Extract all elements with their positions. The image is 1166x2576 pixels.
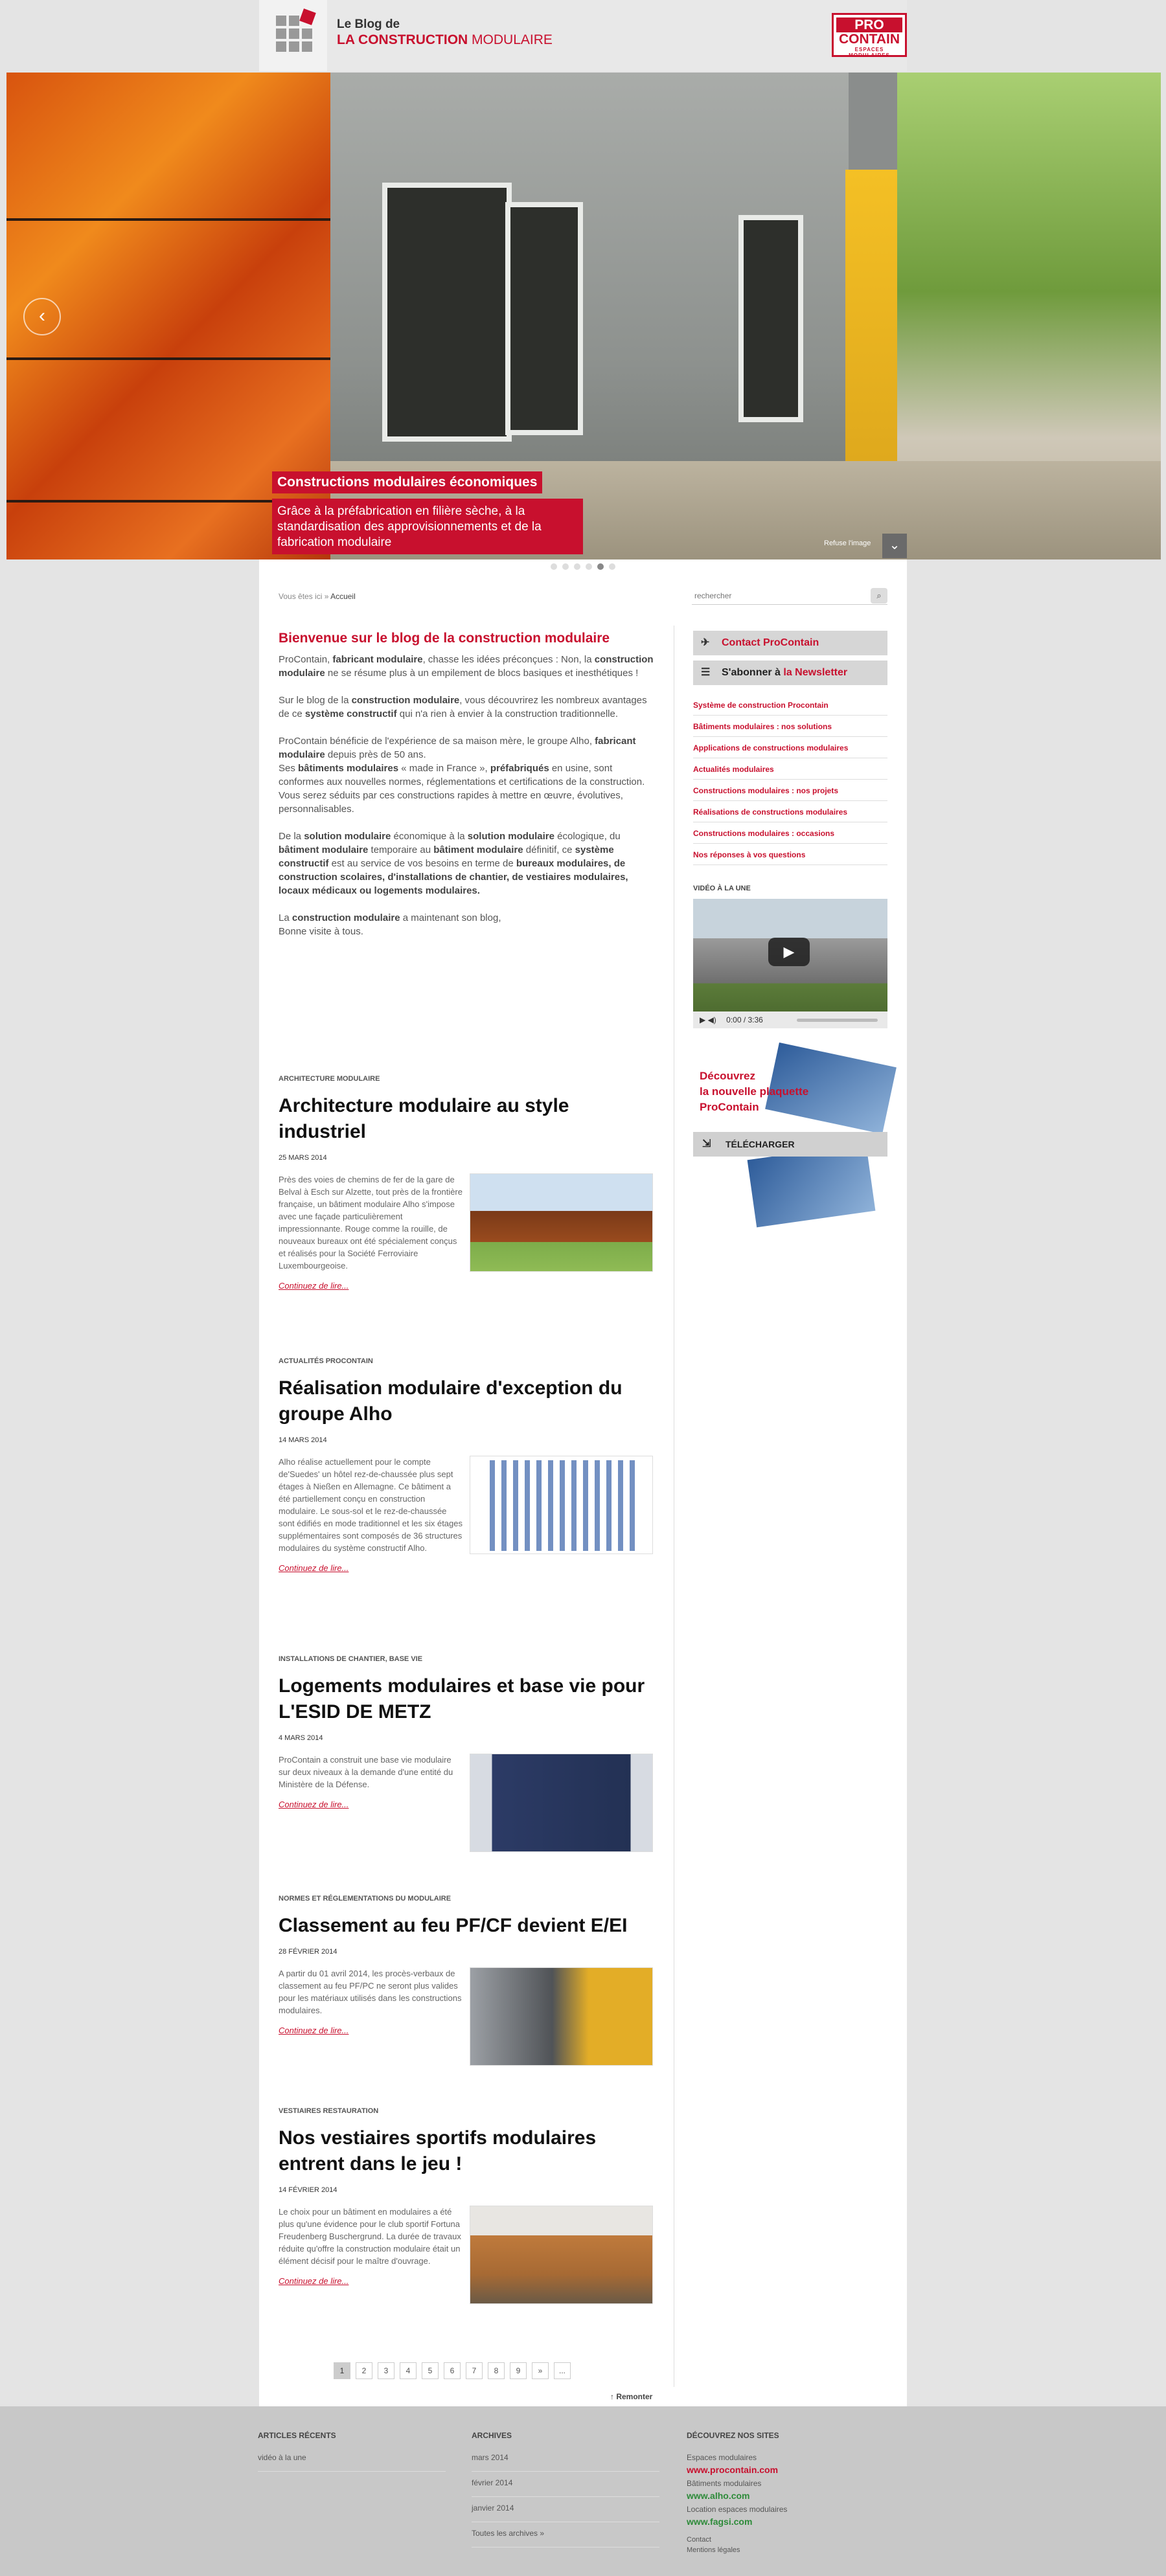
hero-caption: Constructions modulaires économiques Grâce à la préfabrication en filière sèche, à la standardisation des approvisionnements et de la fabrication modulaire [272, 471, 583, 554]
read-more-link[interactable]: Continuez de lire... [279, 1800, 349, 1809]
slider-dot-active[interactable] [597, 563, 604, 570]
page-1[interactable]: 1 [334, 2362, 350, 2379]
footer-archive-all[interactable]: Toutes les archives » [472, 2529, 659, 2548]
footer-recent-item[interactable]: vidéo à la une [258, 2453, 446, 2472]
page-4[interactable]: 4 [400, 2362, 417, 2379]
sidebar-item-realisations[interactable]: Réalisations de constructions modulaires [693, 801, 887, 822]
page-5[interactable]: 5 [422, 2362, 439, 2379]
post-category[interactable]: VESTIAIRES RESTAURATION [279, 2107, 379, 2115]
site-header [259, 0, 907, 71]
footer-legal-link[interactable]: Mentions légales [687, 2546, 740, 2554]
sidebar-item-actualites[interactable]: Actualités modulaires [693, 758, 887, 780]
intro-text: ProContain, fabricant modulaire, chasse les idées préconçues : Non, la construction modulaire ne se résume plus à un empilement de blocs basiques et inesthétiques ! Sur le blog de la construction modulaire, vous découvrirez les nombreux avantages de ce système constructif qui n'a rien à envier à la construction traditionnelle. ProContain bénéficie de l'expérience de sa maison mère, le groupe Alho, fabricant modulaire depuis près de 50 ans. Ses bâtiments modulaires « made in France », préfabriqués en usine, sont conformes aux nouvelles normes, réglementations et certifications de la construction. Vous serez séduits par ces constructions rapides à mettre en œuvre, évolutives, personnalisables. De la solution modulaire économique à la solution modulaire écologique, du bâtiment modulaire temporaire au bâtiment modulaire définitif, ce système constructif est au service de vos besoins en terme de bureaux modulaires, de construction scolaires, d'installations de chantier, de vestiaires modulaires, locaux médicaux ou logements modulaires. La construction modulaire a maintenant son blog, Bonne visite à tous. [279, 654, 654, 937]
footer-archives-title: ARCHIVES [472, 2431, 512, 2440]
hero-slider [6, 73, 1161, 559]
footer-archives [472, 2431, 659, 2554]
hero-credit: Refuse l'image [824, 539, 871, 547]
footer-archive-item[interactable]: mars 2014 [472, 2453, 659, 2472]
blog-title[interactable]: Le Blog de LA CONSTRUCTION MODULAIRE [337, 17, 553, 47]
post-excerpt: ProContain a construit une base vie modulaire sur deux niveaux à la demande d'une entité du Ministère de la Défense. [279, 1755, 453, 1789]
paper-plane-icon: ✈ [701, 637, 710, 648]
read-more-link[interactable]: Continuez de lire... [279, 1281, 349, 1291]
brochure-text: Découvrez la nouvelle plaquette ProContain [700, 1070, 809, 1113]
search-input[interactable] [692, 588, 860, 604]
page-2[interactable]: 2 [356, 2362, 372, 2379]
sidebar-item-faq[interactable]: Nos réponses à vos questions [693, 844, 887, 865]
slider-prev-button[interactable]: ‹ [23, 298, 61, 335]
video-player[interactable] [693, 899, 887, 1028]
page-8[interactable]: 8 [488, 2362, 505, 2379]
post-thumbnail[interactable] [470, 1754, 653, 1852]
footer-sites: DÉCOUVREZ NOS SITES Espaces modulaires www.procontain.com Bâtiments modulaires www.alho.com Location espaces modulaires www.fagsi.com Contact Mentions légales [687, 2431, 881, 2555]
slider-dot[interactable] [609, 563, 615, 570]
post-date: 25 MARS 2014 [279, 1154, 327, 1162]
post-title[interactable]: Réalisation modulaire d'exception du groupe Alho [279, 1377, 623, 1425]
slider-dot[interactable] [562, 563, 569, 570]
footer-recent [258, 2431, 446, 2478]
sidebar-item-systeme[interactable]: Système de construction Procontain [693, 694, 887, 716]
sidebar-menu [693, 694, 887, 865]
sidebar [693, 631, 887, 1216]
post-2 [279, 1357, 654, 1573]
play-icon[interactable]: ▶ [768, 938, 810, 966]
post-category[interactable]: ARCHITECTURE MODULAIRE [279, 1075, 380, 1083]
sidebar-item-projets[interactable]: Constructions modulaires : nos projets [693, 780, 887, 801]
post-category[interactable]: NORMES ET RÉGLEMENTATIONS DU MODULAIRE [279, 1895, 452, 1903]
post-category[interactable]: INSTALLATIONS DE CHANTIER, BASE VIE [279, 1655, 423, 1663]
footer-site-link[interactable]: www.procontain.com [687, 2465, 779, 2475]
post-date: 14 FÉVRIER 2014 [279, 2186, 337, 2194]
page-9[interactable]: 9 [510, 2362, 527, 2379]
post-category[interactable]: ACTUALITÉS PROCONTAIN [279, 1357, 373, 1365]
site-footer [0, 2406, 1166, 2576]
sidebar-item-occasions[interactable]: Constructions modulaires : occasions [693, 822, 887, 844]
scroll-down-button[interactable]: ⌄ [882, 534, 907, 558]
site-logo[interactable] [259, 0, 327, 71]
footer-site-link[interactable]: www.fagsi.com [687, 2516, 753, 2527]
post-excerpt: Près des voies de chemins de fer de la gare de Belval à Esch sur Alzette, tout près de la frontière française, un bâtiment modulaire Alho s'impose avec une façade particulièrement impressionnante. Rouge comme la rouille, de nouveaux bureaux ont été spécialement conçus et réalisés pour la Société Ferroviaire Luxembourgeoise. [279, 1175, 463, 1271]
footer-site-link[interactable]: www.alho.com [687, 2491, 750, 2501]
video-controls[interactable] [693, 1011, 887, 1028]
search-box [692, 588, 887, 605]
footer-recent-title: ARTICLES RÉCENTS [258, 2431, 336, 2440]
footer-archive-item[interactable]: février 2014 [472, 2478, 659, 2497]
video-time: 0:00 / 3:36 [726, 1015, 763, 1024]
main-content [259, 574, 907, 2406]
slider-dot[interactable] [586, 563, 592, 570]
search-icon[interactable]: ⌕ [871, 588, 887, 604]
video-progress[interactable] [797, 1019, 878, 1022]
procontain-logo[interactable]: PRO CONTAIN ESPACES MODULAIRES [832, 13, 907, 57]
breadcrumb: Vous êtes ici » Accueil [279, 592, 356, 601]
read-more-link[interactable]: Continuez de lire... [279, 1563, 349, 1573]
post-5 [279, 2107, 654, 2286]
post-3 [279, 1655, 654, 1809]
post-date: 14 MARS 2014 [279, 1436, 327, 1444]
contact-button[interactable]: ✈ Contact ProContain [693, 631, 887, 655]
slider-dot[interactable] [574, 563, 580, 570]
post-title[interactable]: Architecture modulaire au style industriel [279, 1095, 569, 1142]
read-more-link[interactable]: Continuez de lire... [279, 2276, 349, 2286]
post-thumbnail[interactable] [470, 2206, 653, 2304]
footer-sites-title: DÉCOUVREZ NOS SITES [687, 2431, 779, 2440]
post-excerpt: A partir du 01 avril 2014, les procès-verbaux de classement au feu PF/PC ne seront plus valides pour les matériaux utilisés dans les constructions modulaires. [279, 1969, 462, 2015]
back-to-top-link[interactable]: ↑ Remonter [610, 2392, 653, 2401]
download-button[interactable]: ⇲ TÉLÉCHARGER [693, 1132, 887, 1157]
slider-dots [259, 559, 907, 574]
footer-archive-item[interactable]: janvier 2014 [472, 2503, 659, 2522]
newsletter-button[interactable]: ☰ S'abonner à la Newsletter [693, 661, 887, 685]
page-6[interactable]: 6 [444, 2362, 461, 2379]
page-next[interactable]: » [532, 2362, 549, 2379]
post-thumbnail[interactable] [470, 1173, 653, 1272]
download-icon: ⇲ [702, 1138, 711, 1149]
post-excerpt: Alho réalise actuellement pour le compte de'Suedes' un hôtel rez-de-chaussée plus sept étages à Nießen en Allemagne. Ce bâtiment a été partiellement conçu en construction modulaire. Le sous-sol et le rez-de-chaussée sont édifiés en mode traditionnel et les six étages supplémentaires sont composés de 36 structures modulaires du système constructif Alho. [279, 1457, 463, 1553]
sidebar-item-applications[interactable]: Applications de constructions modulaires [693, 737, 887, 758]
post-title[interactable]: Classement au feu PF/CF devient E/EI [279, 1915, 628, 1936]
layers-icon: ☰ [701, 667, 711, 678]
sidebar-item-solutions[interactable]: Bâtiments modulaires : nos solutions [693, 716, 887, 737]
post-thumbnail[interactable] [470, 1456, 653, 1554]
video-title: VIDÉO À LA UNE [693, 885, 751, 892]
post-date: 4 MARS 2014 [279, 1734, 323, 1742]
page-more[interactable]: ... [554, 2362, 571, 2379]
pagination [334, 2362, 576, 2379]
page-3[interactable]: 3 [378, 2362, 394, 2379]
post-title[interactable]: Nos vestiaires sportifs modulaires entrent dans le jeu ! [279, 2127, 597, 2175]
post-thumbnail[interactable] [470, 1967, 653, 2066]
video-controls-icons[interactable]: ▶ ◀) [700, 1015, 716, 1024]
post-title[interactable]: Logements modulaires et base vie pour L'ESID DE METZ [279, 1675, 645, 1723]
read-more-link[interactable]: Continuez de lire... [279, 2026, 349, 2035]
welcome-title: Bienvenue sur le blog de la construction modulaire [279, 631, 610, 646]
post-date: 28 FÉVRIER 2014 [279, 1948, 337, 1956]
footer-contact-link[interactable]: Contact [687, 2536, 711, 2544]
page-7[interactable]: 7 [466, 2362, 483, 2379]
left-column [279, 631, 654, 952]
post-1 [279, 1075, 654, 1291]
brochure-promo[interactable] [693, 1054, 887, 1216]
slider-dot[interactable] [551, 563, 557, 570]
post-excerpt: Le choix pour un bâtiment en modulaires a été plus qu'une évidence pour le club sportif Fortuna Freudenberg Buschergrund. La durée de travaux réduite qu'offre la construction modulaire était un élément décisif pour le maître d'ouvrage. [279, 2207, 461, 2266]
post-4 [279, 1895, 654, 2035]
